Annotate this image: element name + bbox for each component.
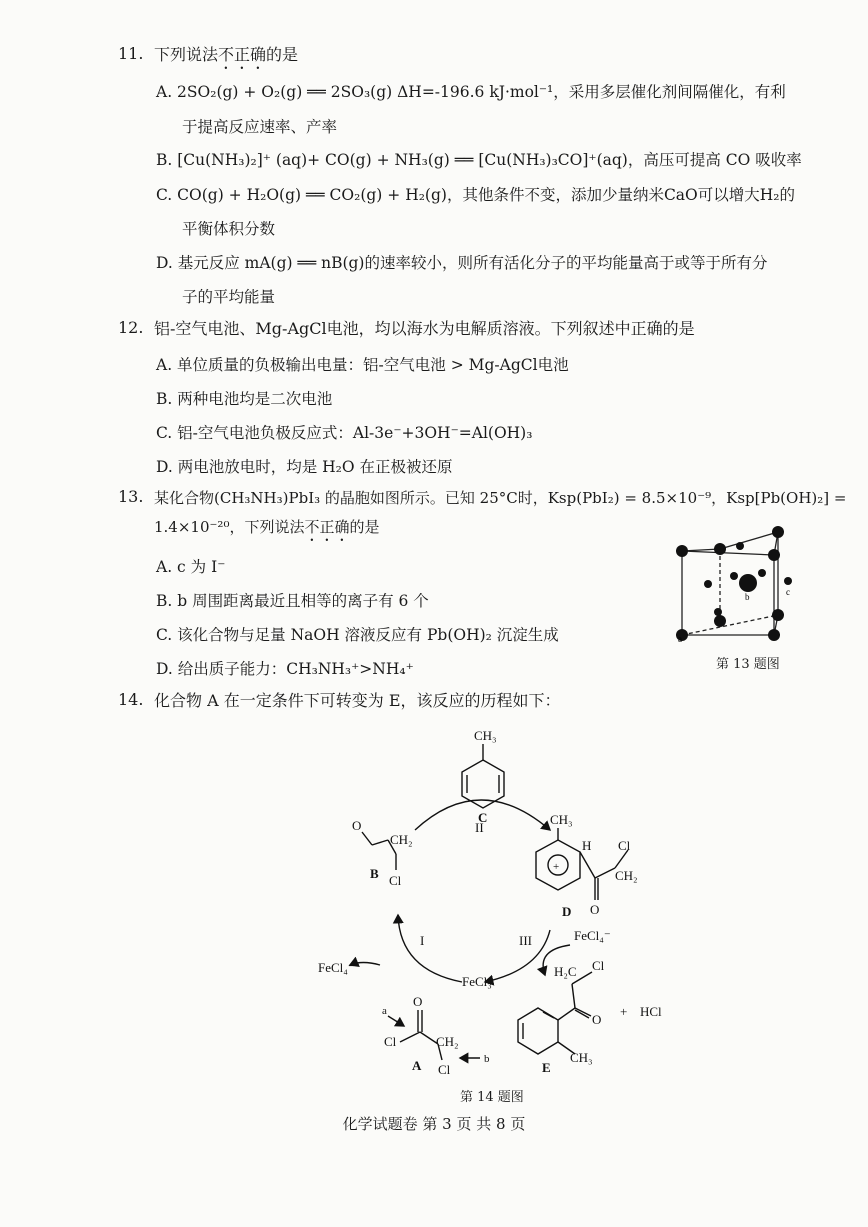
q13-stem-line2	[154, 516, 380, 545]
corner-atom	[676, 545, 688, 557]
label-cl-d: Cl	[618, 838, 631, 853]
q14-mechanism-figure	[300, 720, 700, 1080]
face-atom	[704, 580, 712, 588]
label-ch2-d: CH₂	[615, 868, 638, 883]
label-ch3-e: CH₃	[570, 1050, 593, 1065]
q14-number: 14.	[118, 690, 144, 709]
q12-stem: 铝-空气电池、Mg-AgCl电池，均以海水为电解质溶液。下列叙述中正确的是	[154, 319, 695, 338]
q11-option-a-line1: A. 2SO₂(g) + O₂(g) ══ 2SO₃(g) ΔH=-196.6 kJ·mol⁻¹，采用多层催化剂间隔催化，有利	[156, 83, 786, 101]
label-o-a: O	[413, 994, 423, 1009]
label-ch3-c: CH₃	[474, 728, 497, 743]
q13-figure-caption: 第 13 题图	[716, 657, 780, 672]
label-e: E	[542, 1060, 551, 1075]
label-o-b: O	[352, 818, 362, 833]
corner-atom	[714, 543, 726, 555]
face-atom	[758, 569, 766, 577]
q13-option-c: C. 该化合物与足量 NaOH 溶液反应有 Pb(OH)₂ 沉淀生成	[156, 626, 559, 644]
face-atom	[714, 608, 722, 616]
q13-option-b: B. b 周围距离最近且相等的离子有 6 个	[156, 592, 429, 610]
label-ch2-b: CH₂	[390, 832, 413, 847]
corner-atom	[768, 629, 780, 641]
q13-number: 13.	[118, 487, 144, 506]
label-cl-e: Cl	[592, 958, 605, 973]
q11-stem-emph: 不正确	[218, 45, 267, 64]
q11-stem-post: 的是	[266, 45, 299, 64]
q13-stem-line1: 某化合物(CH₃NH₃)PbI₃ 的晶胞如图所示。已知 25°C时，Ksp(PbI₂) = 8.5×10⁻⁹，Ksp[Pb(OH)₂] =	[154, 489, 847, 507]
label-ch3-d: CH₃	[550, 812, 573, 827]
q13-stem2-pre: 1.4×10⁻²⁰，下列说法	[154, 518, 305, 536]
corner-atom	[772, 526, 784, 538]
label-fecl4-left: FeCl₄⁻	[318, 960, 355, 975]
label-plus-d: +	[553, 861, 560, 873]
label-ch2-a: CH₂	[436, 1034, 459, 1049]
q13-stem2-emph: 不正确	[304, 518, 350, 536]
label-b: b	[745, 592, 750, 602]
label-c: C	[478, 810, 488, 825]
label-step-2: II	[475, 820, 484, 835]
label-h-d: H	[582, 838, 592, 853]
q12-option-a: A. 单位质量的负极输出电量：铝-空气电池 > Mg-AgCl电池	[156, 356, 569, 374]
label-fecl3: FeCl₃	[462, 974, 492, 989]
label-o-e: O	[592, 1012, 602, 1027]
q11-option-d-line1: D. 基元反应 mA(g) ══ nB(g)的速率较小，则所有活化分子的平均能量高于或等于所有分	[156, 254, 768, 272]
product-ring	[518, 1008, 558, 1054]
arrow-step-1	[398, 915, 462, 982]
label-step-1: I	[420, 933, 425, 948]
face-atom	[736, 542, 744, 550]
label-d: D	[562, 904, 572, 919]
arrow-step-3	[485, 930, 550, 982]
q13-option-a: A. c 为 I⁻	[156, 558, 226, 576]
center-atom-b	[739, 574, 757, 592]
q11-stem	[154, 44, 298, 73]
q11-stem-pre: 下列说法	[154, 45, 219, 64]
q11-option-a-line2: 于提高反应速率、产率	[182, 118, 338, 136]
label-b: B	[370, 866, 379, 881]
label-cl-a2: Cl	[438, 1062, 451, 1077]
q12-option-c: C. 铝-空气电池负极反应式：Al-3e⁻+3OH⁻=Al(OH)₃	[156, 424, 533, 442]
q11-option-c-line1: C. CO(g) + H₂O(g) ══ CO₂(g) + H₂(g)，其他条件不变，添加少量纳米CaO可以增大H₂的	[156, 186, 795, 204]
q12-option-b: B. 两种电池均是二次电池	[156, 390, 333, 408]
label-fecl4-right: FeCl₄⁻	[574, 928, 611, 943]
label-a: A	[412, 1058, 422, 1073]
page-footer: 化学试题卷 第 3 页 共 8 页	[342, 1115, 526, 1133]
q11-option-d-line2: 子的平均能量	[182, 288, 276, 306]
label-plus: +	[620, 1004, 628, 1019]
label-cl-b: Cl	[389, 873, 402, 888]
label-step-3: III	[519, 933, 532, 948]
q11-option-b: B. [Cu(NH₃)₂]⁺ (aq)+ CO(g) + NH₃(g) ══ [Cu(NH₃)₃CO]⁺(aq)，高压可提高 CO 吸收率	[156, 151, 802, 169]
face-atom	[730, 572, 738, 580]
label-cl-a1: Cl	[384, 1034, 397, 1049]
q14-stem: 化合物 A 在一定条件下可转变为 E，该反应的历程如下：	[154, 691, 561, 710]
q13-option-d: D. 给出质子能力：CH₃NH₃⁺>NH₄⁺	[156, 660, 414, 678]
corner-atom	[772, 609, 784, 621]
label-arrow-b: b	[484, 1053, 490, 1065]
q12-number: 12.	[118, 318, 144, 337]
q14-figure-caption: 第 14 题图	[460, 1090, 524, 1105]
q11-option-c-line2: 平衡体积分数	[182, 220, 276, 238]
label-o-d: O	[590, 902, 600, 917]
q11-number: 11.	[118, 44, 144, 63]
label-c: c	[786, 587, 790, 597]
label-h2c-e: H₂C	[554, 964, 577, 979]
q13-crystal-cell-figure	[670, 515, 820, 645]
label-arrow-a: a	[382, 1005, 387, 1017]
label-hcl: HCl	[640, 1004, 662, 1019]
q13-stem2-post: 的是	[349, 518, 380, 536]
corner-atom	[714, 615, 726, 627]
label-a: a	[678, 634, 682, 644]
q12-option-d: D. 两电池放电时，均是 H₂O 在正极被还原	[156, 458, 453, 476]
corner-atom	[768, 549, 780, 561]
face-atom-c	[784, 577, 792, 585]
